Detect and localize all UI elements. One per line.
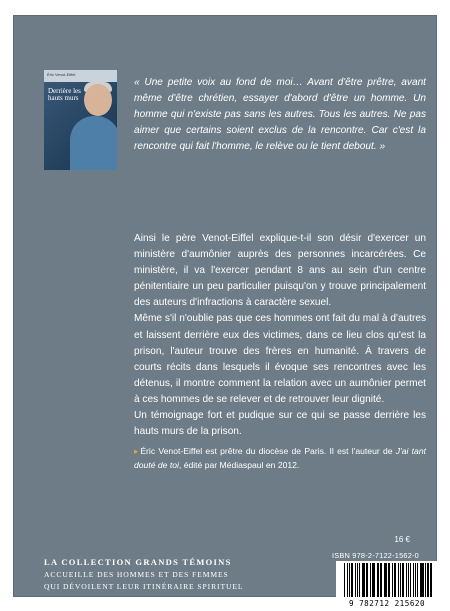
bullet-marker-icon: ▸ (134, 446, 139, 456)
paragraph-3: Un témoignage fort et pudique sur ce qui se passe derrière les hauts murs de la prison. (134, 410, 426, 438)
thumbnail-author: Éric Venot-Eiffel (47, 72, 76, 77)
barcode-digits: 9 782712 215620 (348, 599, 426, 608)
isbn-block (332, 551, 442, 611)
price: 16 € (394, 535, 410, 544)
paragraph-2: Même s'il n'oublie pas que ces hommes ont fait du mal à d'autres et laissent derrière eux des victimes, dans ce lieu clos qu'est la prison, l'auteur trouve des frères en humanité. À travers de courts récits dans lesquels il évoque ses rencontres avec les détenus, il montre comment la relation avec un aumônier permet à ces hommes de se relever et de retrouver leur dignité. (134, 313, 426, 405)
epigraph-quote: « Une petite voix au fond de moi… Avant d'être prêtre, avant même d'être chrétien, essayer d'abord d'être un homme. Un homme qui n'existe pas sans les autres. Tous les autres. Ne pas aimer que certains soient exclus de la rencontre. Car c'est la rencontre qui fait l'homme, le relève ou le tient debout. » (134, 77, 426, 153)
barcode-bars (344, 563, 434, 601)
paragraph-1: Ainsi le père Venot-Eiffel explique-t-il son désir d'exercer un ministère d'aumônier auprès des personnes incarcérées. Ce ministère, il va l'exercer pendant 8 ans au sein d'un centre pénitentiaire un peu particulier puisqu'on y trouve principalement des auteurs d'infractions à caractère sexuel. (134, 233, 426, 309)
author-bio: ▸ Éric Venot-Eiffel est prêtre du diocèse de Paris. Il est l'auteur de J'ai tant douté de toi, édité par Médiaspaul en 2012. (134, 446, 426, 470)
book-title: J'ai tant douté de toi (134, 446, 426, 470)
author-photo (84, 84, 112, 116)
thumbnail-title: Derrière les hauts murs (48, 87, 81, 102)
isbn: ISBN 978-2-7122-1562-0 (332, 551, 419, 560)
front-cover-thumbnail (44, 70, 117, 170)
collection-tagline: LA COLLECTION GRANDS TÉMOINS ACCUEILLE DES HOMMES ET DES FEMMES QUI DÉVOILENT LEUR ITINÉRAIRE SPIRITUEL (44, 557, 244, 591)
barcode (336, 561, 438, 609)
back-cover (14, 16, 436, 608)
description (134, 231, 426, 440)
